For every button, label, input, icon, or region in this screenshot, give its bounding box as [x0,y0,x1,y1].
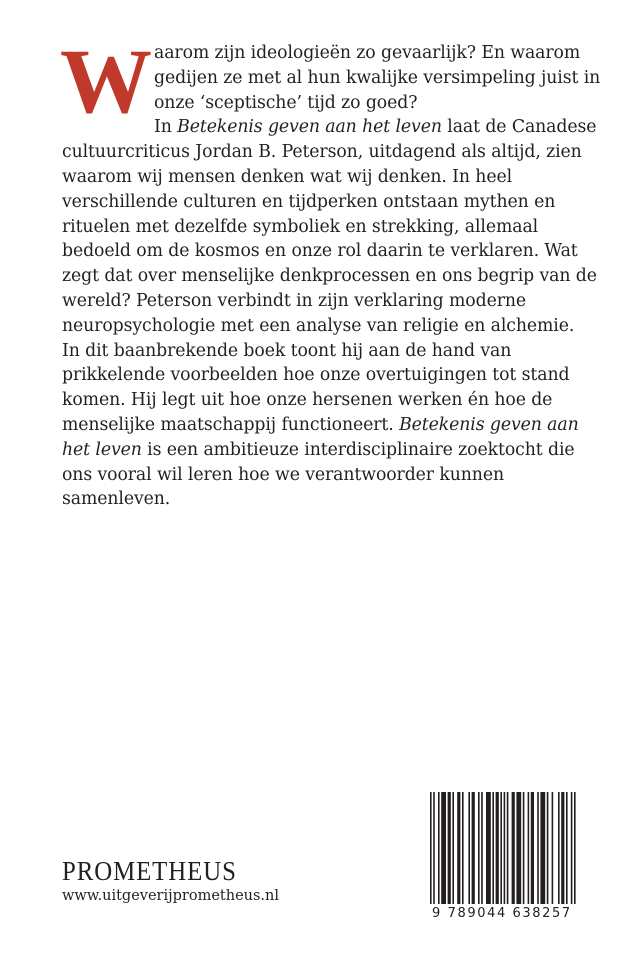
barcode-bar [507,792,509,904]
barcode-bar [500,792,502,904]
barcode-bar [448,792,451,904]
barcode-bars [428,792,598,904]
barcode-bar [496,792,499,904]
drop-cap: W [60,30,148,132]
barcode-bar [433,792,435,904]
isbn-barcode [428,792,598,922]
barcode-bar [531,792,534,904]
barcode-bar [430,792,432,904]
barcode-bar [561,792,564,904]
isbn-number: 9 789044 638257 [432,906,572,921]
book-title: Betekenis geven aan het leven [62,414,579,460]
barcode-bar [574,792,576,904]
barcode-bar [438,792,440,904]
barcode-bar [492,792,494,904]
barcode-bar [540,792,545,904]
publisher-logo: PROMETHEUS [62,856,237,886]
barcode-bar [558,792,560,904]
barcode-bar [516,792,521,904]
barcode-bar [566,792,568,904]
paragraph-3-text-a: In dit baanbrekende boek toont hij aan de hand van prikkelende voorbeelden hoe onze overtuigingen tot stand komen. Hij legt uit hoe onze hersenen werken én hoe de menselijke maatschappij functioneert. [62,340,570,435]
paragraph-2 [62,115,602,338]
barcode-bar [481,792,483,904]
barcode-bar [571,792,573,904]
barcode-bar [478,792,480,904]
paragraph-3 [62,339,602,513]
barcode-bar [468,792,470,904]
paragraph-2-text-a: In [154,117,178,138]
barcode-bar [512,792,515,904]
barcode-bar [552,792,554,904]
barcode-bar [457,792,460,904]
back-cover-blurb [60,30,602,512]
barcode-bar [452,792,454,904]
paragraph-3-text-b: is een ambitieuze interdisciplinaire zoektocht die ons vooral wil leren hoe we verantwoorder kunnen samenleven. [62,439,575,510]
paragraph-2-text-b: laat de Canadese cultuurcriticus Jordan B. Peterson, uitdagend als altijd, zien waarom wij mensen denken wat wij denken. In heel verschillende culturen en tijdperken ontstaan mythen en rituelen met dezelfde symboliek en strekking, allemaal bedoeld om de kosmos en onze rol daarin te verklaren. Wat zegt dat over menselijke denkprocessen en ons begrip van de wereld? Peterson verbindt in zijn verklaring moderne neuropsychologie met een analyse van religie en alchemie. [62,117,597,336]
barcode-bar [547,792,549,904]
publisher-website: www.uitgeverijprometheus.nl [62,888,280,904]
book-title: Betekenis geven aan het leven [177,117,442,138]
paragraph-1-text: aarom zijn ideologieën zo gevaarlijk? En waarom gedijen ze met al hun kwalijke versimpeling juist in onze ‘sceptische’ tijd zo goed? [154,43,601,113]
barcode-bar [486,792,491,904]
barcode-bar [528,792,530,904]
barcode-bar [523,792,525,904]
barcode-bar [504,792,506,904]
barcode-bar [472,792,475,904]
barcode-bar [462,792,464,904]
barcode-bar [441,792,446,904]
barcode-bar [537,792,539,904]
